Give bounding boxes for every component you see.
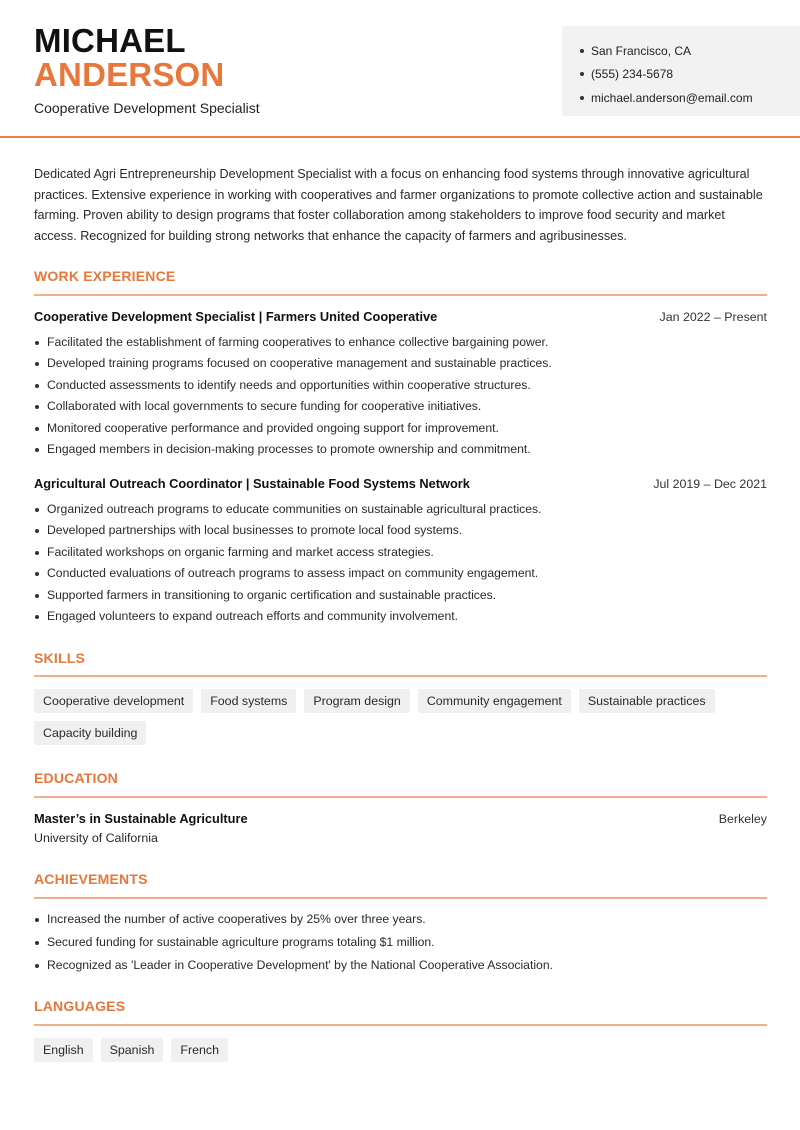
job-bullets [34,499,767,627]
skill-chip: Cooperative development [34,689,193,713]
skill-chip: Capacity building [34,721,146,745]
job-entry-header [34,476,767,491]
job-entry-header [34,309,767,324]
education-header [34,811,767,826]
list-item: Conducted evaluations of outreach programs to assess impact on community engagement. [34,563,767,584]
section-divider [34,675,767,677]
list-item: Engaged members in decision-making processes to promote ownership and commitment. [34,439,767,460]
list-item: Monitored cooperative performance and provided ongoing support for improvement. [34,418,767,439]
list-item: Recognized as 'Leader in Cooperative Development' by the National Cooperative Association. [34,954,767,977]
contact-location [580,39,800,63]
section-title-skills: SKILLS [34,650,85,666]
list-item: Collaborated with local governments to secure funding for cooperative initiatives. [34,396,767,417]
location-text: San Francisco, CA [591,43,692,58]
email-text: michael.anderson@email.com [591,90,753,105]
job-bullets [34,332,767,460]
list-item: Facilitated the establishment of farming cooperatives to enhance collective bargaining power. [34,332,767,353]
section-title-languages: LANGUAGES [34,998,126,1014]
phone-text: (555) 234-5678 [591,67,674,82]
list-item: Developed training programs focused on cooperative management and sustainable practices. [34,353,767,374]
language-chip: Spanish [101,1038,164,1062]
skills-list [34,689,774,745]
bullet-icon [580,96,584,100]
summary-paragraph: Dedicated Agri Entrepreneurship Development Specialist with a focus on enhancing food systems through innovative agricultural practices. Extensive experience in working with cooperatives and farmer organizations to promote collective action and sustainable farming. Proven ability to design programs that foster collaboration among stakeholders to improve food security and market access. Recognized for building strong networks that enhance the capacity of farmers and agribusinesses. [34,167,763,243]
resume-header [0,0,800,138]
list-item: Supported farmers in transitioning to organic certification and sustainable practices. [34,585,767,606]
skill-chip: Sustainable practices [579,689,715,713]
section-divider [34,897,767,899]
skill-chip: Community engagement [418,689,571,713]
contact-email [580,86,800,110]
language-chip: French [171,1038,228,1062]
list-item: Developed partnerships with local businesses to promote local food systems. [34,520,767,541]
list-item: Facilitated workshops on organic farming and market access strategies. [34,542,767,563]
section-divider [34,294,767,296]
section-title-achievements: ACHIEVEMENTS [34,871,148,887]
list-item: Increased the number of active cooperatives by 25% over three years. [34,908,767,931]
first-name: MICHAEL [34,22,186,59]
list-item: Conducted assessments to identify needs and opportunities within cooperative structures. [34,375,767,396]
job-dates: Jan 2022 – Present [659,310,767,324]
job-dates: Jul 2019 – Dec 2021 [653,477,767,491]
list-item: Engaged volunteers to expand outreach efforts and community involvement. [34,606,767,627]
contact-box [562,26,800,116]
list-item: Secured funding for sustainable agriculture programs totaling $1 million. [34,931,767,954]
job-role: Cooperative Development Specialist | Farmers United Cooperative [34,309,438,324]
school-name: University of California [34,831,158,845]
contact-phone [580,63,800,87]
job-role: Agricultural Outreach Coordinator | Sustainable Food Systems Network [34,476,470,491]
section-title-education: EDUCATION [34,770,118,786]
section-title-work: WORK EXPERIENCE [34,268,176,284]
bullet-icon [580,72,584,76]
last-name: ANDERSON [34,56,225,93]
languages-list [34,1038,774,1062]
section-divider [34,1024,767,1026]
section-divider [34,796,767,798]
achievements-list [34,908,767,976]
skill-chip: Program design [304,689,409,713]
skill-chip: Food systems [201,689,296,713]
job-title: Cooperative Development Specialist [34,100,260,116]
degree: Master’s in Sustainable Agriculture [34,811,248,826]
list-item: Organized outreach programs to educate communities on sustainable agricultural practices. [34,499,767,520]
language-chip: English [34,1038,93,1062]
education-location: Berkeley [718,812,767,826]
bullet-icon [580,49,584,53]
